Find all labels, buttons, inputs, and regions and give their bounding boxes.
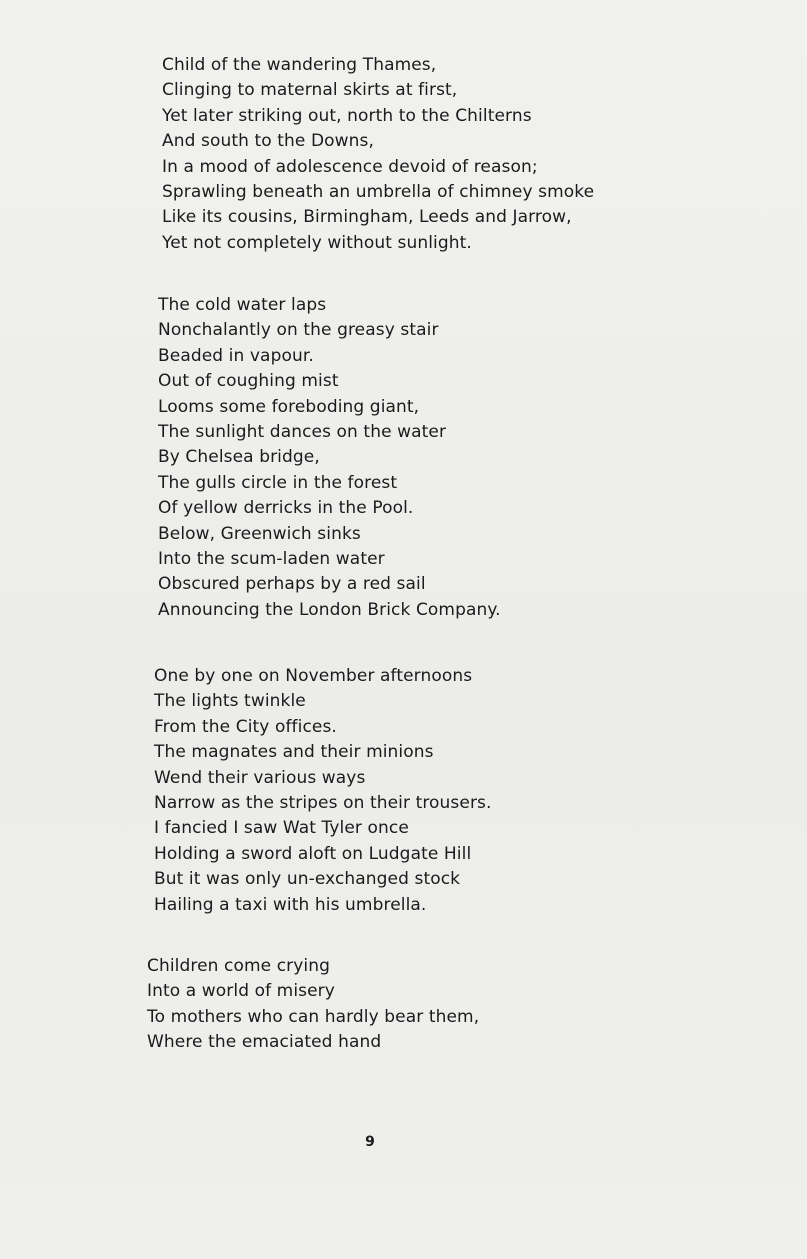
poem-line: Obscured perhaps by a red sail [158,574,426,595]
poem-line: Out of coughing mist [158,371,339,392]
poem-line: Hailing a taxi with his umbrella. [154,894,427,915]
poem-line: The sunlight dances on the water [158,421,447,442]
poem-line: Yet later striking out, north to the Chilterns [162,105,532,126]
poem-line: Where the emaciated hand [147,1032,382,1053]
poem-line: Into the scum-laden water [158,548,385,569]
poem-line: Nonchalantly on the greasy stair [158,320,439,341]
poem-line: Into a world of misery [147,981,335,1002]
poem-line: But it was only un-exchanged stock [154,869,461,890]
page-number: 9 [365,1134,375,1150]
stanza-2 [158,293,501,623]
poem-line: One by one on November afternoons [154,666,473,686]
poem-line: Clinging to maternal skirts at first, [162,80,458,101]
poem-line: The magnates and their minions [154,742,434,763]
poem-line: Of yellow derricks in the Pool. [158,498,414,519]
stanza-4 [147,954,479,1056]
stanza-3 [154,664,492,918]
poem-line: Below, Greenwich sinks [158,523,361,544]
poem-line: By Chelsea bridge, [158,447,320,468]
poem-line: In a mood of adolescence devoid of reason; [162,156,538,177]
poem-line: The gulls circle in the forest [158,472,398,493]
poem-line: Narrow as the stripes on their trousers. [154,792,492,813]
poem-line: Announcing the London Brick Company. [158,599,501,620]
poem-line: Looms some foreboding giant, [158,396,420,417]
poem-line: Children come crying [147,956,330,976]
poem-line: I fancied I saw Wat Tyler once [154,818,409,839]
poem-line: Beaded in vapour. [158,345,314,366]
poem-line: To mothers who can hardly bear them, [147,1006,480,1027]
poem-line: The lights twinkle [154,691,306,712]
poem-line: Like its cousins, Birmingham, Leeds and Jarrow, [162,207,572,228]
poem-line: Sprawling beneath an umbrella of chimney smoke [162,181,595,202]
poem-line: Holding a sword aloft on Ludgate Hill [154,843,472,864]
poem-line: From the City offices. [154,716,337,737]
stanza-1 [162,53,594,256]
poem-line: The cold water laps [158,295,327,315]
poem-line: Yet not completely without sunlight. [162,232,472,253]
poem-line: Child of the wandering Thames, [162,55,437,75]
poem-line: Wend their various ways [154,767,366,788]
poem-line: And south to the Downs, [162,131,374,152]
